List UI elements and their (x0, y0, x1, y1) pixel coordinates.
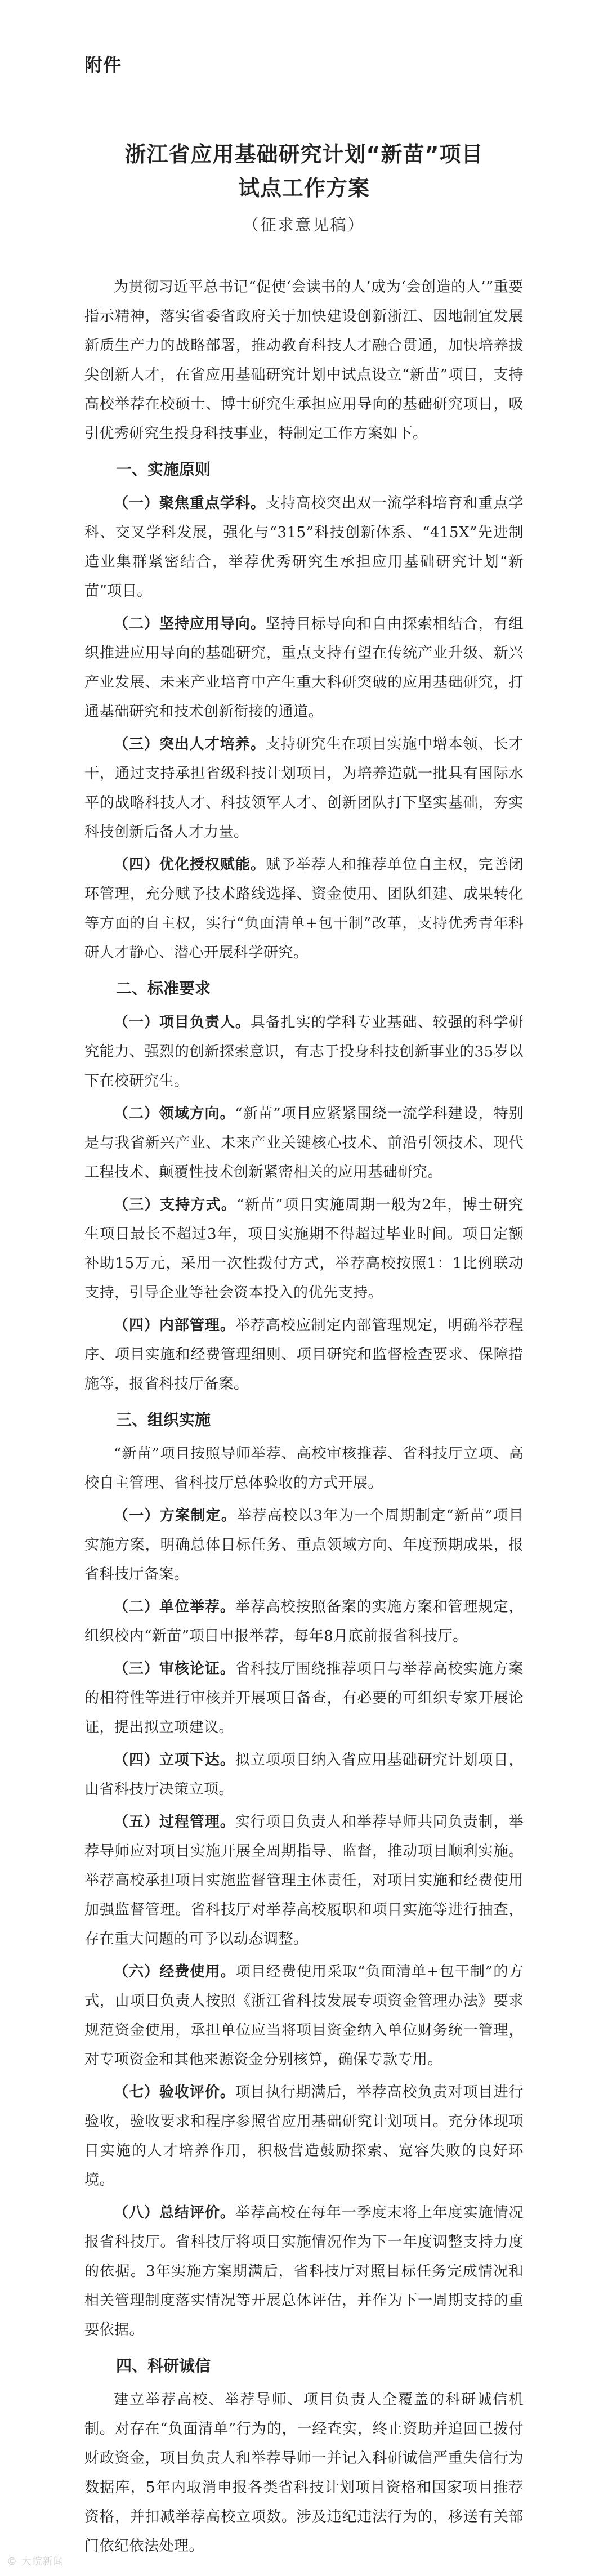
clause-paragraph (84, 1501, 524, 1589)
section-lead-paragraph: “新苗”项目按照导师举荐、高校审核推荐、省科技厅立项、高校自主管理、省科技厅总体验收的方式开展。 (84, 1445, 524, 1492)
section-heading: 四、科研诚信 (116, 2356, 211, 2375)
watermark: © 大皖新闻 (7, 2556, 64, 2568)
clause-paragraph (84, 2198, 524, 2345)
clause-heading: （三）审核论证。 (114, 1660, 235, 1677)
clause-text: 拟立项项目纳入省应用基础研究计划项目，由省科技厅决策立项。 (84, 1752, 524, 1798)
section-heading: 二、标准要求 (116, 979, 211, 998)
clause-heading: （三）支持方式。 (114, 1197, 237, 1213)
clause-paragraph (84, 1190, 524, 1307)
clause-text: 赋予举荐人和推荐单位自主权，完善闭环管理，充分赋予技术路线选择、资金使用、团队组建、成果转化等方面的自主权，实行“负面清单+包干制”改革，支持优秀青年科研人才静心、潜心开展科学研究。 (84, 856, 524, 961)
section-lead-paragraph: 建立举荐高校、举荐导师、项目负责人全覆盖的科研诚信机制。对存在“负面清单”行为的，一经查实，终止资助并追回已拨付财政资金，项目负责人和举荐导师一并记入科研诚信严重失信行为数据库，5年内取消申报各类省科技计划项目资格和国家项目推荐资格，并扣减举荐高校立项数。涉及违纪违法行为的，移送有关部门依纪依法处理。 (84, 2391, 524, 2555)
clause-paragraph (84, 1957, 524, 2074)
intro-paragraph: 为贯彻习近平总书记“促使‘会读书的人’成为‘会创造的人’”重要指示精神，落实省委省政府关于加快建设创新浙江、因地制宜发展新质生产力的战略部署，推动教育科技人才融合贯通，加快培养拔尖创新人才，在省应用基础研究计划中试点设立“新苗”项目，支持高校举荐在校硕士、博士研究生承担应用导向的基础研究项目，吸引优秀研究生投身科技事业，特制定工作方案如下。 (84, 279, 524, 442)
clause-heading: （四）内部管理。 (114, 1317, 235, 1334)
section-heading: 三、组织实施 (116, 1410, 211, 1429)
document-body (84, 454, 524, 2561)
clause-text: 举荐高校按照备案的实施方案和管理规定，组织校内“新苗”项目申报举荐，每年8月底前报省科技厅。 (84, 1599, 524, 1645)
clause-text: “新苗”项目实施周期一般为2年，博士研究生项目最长不超过3年，项目实施期不得超过毕业时间。项目定额补助15万元，采用一次性拨付方式，举荐高校按照1：1比例联动支持，引导企业等社会资本投入的优先支持。 (84, 1197, 524, 1301)
clause-heading: （六）经费使用。 (114, 1963, 236, 1980)
clause-heading: （四）立项下达。 (114, 1752, 235, 1769)
clause-paragraph (84, 1099, 524, 1187)
clause-text: 具备扎实的学科专业基础、较强的科学研究能力、强烈的创新探索意识，有志于投身科技创新事业的35岁以下在校研究生。 (84, 1014, 524, 1090)
clause-paragraph (84, 850, 524, 967)
clause-paragraph (84, 1807, 524, 1954)
document-title-line-2: 试点工作方案 (238, 176, 370, 200)
clause-text: 支持研究生在项目实施中增本领、长才干，通过支持承担省级科技计划项目，为培养造就一批具有国际水平的战略科技人才、科技领军人才、创新团队打下坚实基础，夯实科技创新后备人才力量。 (84, 736, 524, 841)
clause-text: 坚持目标导向和自由探索相结合，有组织推进应用导向的基础研究，重点支持有望在传统产业升级、新兴产业发展、未来产业培育中产生重大科研突破的应用基础研究，打通基础研究和技术创新衔接的通道。 (84, 615, 524, 720)
clause-heading: （一）聚焦重点学科。 (114, 495, 266, 512)
clause-text: 举荐高校以3年为一个周期制定“新苗”项目实施方案，明确总体目标任务、重点领域方向、年度预期成果，报省科技厅备案。 (84, 1507, 524, 1583)
clause-paragraph (84, 609, 524, 726)
section-heading: 一、实施原则 (116, 460, 211, 479)
clause-heading: （四）优化授权赋能。 (114, 856, 266, 873)
clause-heading: （一）项目负责人。 (114, 1014, 251, 1031)
clause-text: 项目执行期满后，举荐高校负责对项目进行验收，验收要求和程序参照省应用基础研究计划项目。充分体现项目实施的人才培养作用，积极营造鼓励探索、宽容失败的良好环境。 (84, 2084, 524, 2189)
clause-text: 举荐高校应制定内部管理规定，明确举荐程序、项目实施和经费管理细则、项目研究和监督检查要求、保障措施等，报省科技厅备案。 (84, 1317, 524, 1392)
document-title-line-1: 浙江省应用基础研究计划“新苗”项目 (124, 142, 484, 167)
clause-text: “新苗”项目应紧紧围绕一流学科建设，特别是与我省新兴产业、未来产业关键核心技术、前沿引领技术、现代工程技术、颠覆性技术创新紧密相关的应用基础研究。 (84, 1105, 524, 1181)
clause-text: 省科技厅围绕推荐项目与举荐高校实施方案的相符性等进行审核并开展项目备查，有必要的可组织专家开展论证，提出拟立项建议。 (84, 1660, 524, 1736)
clause-text: 支持高校突出双一流学科培育和重点学科、交叉学科发展，强化与“315”科技创新体系、“415X”先进制造业集群紧密结合，举荐优秀研究生承担应用基础研究计划“新苗”项目。 (84, 495, 524, 600)
clause-heading: （五）过程管理。 (114, 1814, 235, 1831)
clause-heading: （二）领域方向。 (114, 1105, 235, 1122)
clause-heading: （二）坚持应用导向。 (114, 615, 266, 632)
clause-heading: （二）单位举荐。 (114, 1599, 235, 1615)
clause-paragraph (84, 1745, 524, 1804)
attachment-label: 附件 (84, 54, 122, 75)
clause-paragraph (84, 730, 524, 847)
clause-paragraph (84, 489, 524, 606)
clause-heading: （一）方案制定。 (114, 1507, 237, 1524)
clause-text: 实行项目负责人和举荐导师共同负责制，举荐导师应对项目实施开展全周期指导、监督，推动项目顺利实施。举荐高校承担项目实施监督管理主体责任，对项目实施和经费使用加强监督管理。省科技厅对举荐高校履职和项目实施等进行抽查，存在重大问题的可予以动态调整。 (84, 1814, 524, 1948)
clause-text: 项目经费使用采取“负面清单+包干制”的方式，由项目负责人按照《浙江省科技发展专项资金管理办法》要求规范资金使用，承担单位应当将项目资金纳入单位财务统一管理，对专项资金和其他来源资金分别核算，确保专款专用。 (84, 1963, 524, 2068)
clause-paragraph (84, 1311, 524, 1399)
clause-paragraph (84, 1592, 524, 1651)
clause-paragraph (84, 2078, 524, 2195)
clause-heading: （七）验收评价。 (114, 2084, 235, 2101)
clause-heading: （三）突出人才培养。 (114, 736, 266, 753)
clause-heading: （八）总结评价。 (114, 2204, 235, 2221)
document-subtitle: （征求意见稿） (243, 216, 365, 234)
clause-text: 举荐高校在每年一季度末将上年度实施情况报省科技厅。省科技厅将项目实施情况作为下一年度调整支持力度的依据。3年实施方案期满后，省科技厅对照目标任务完成情况和相关管理制度落实情况等开展总体评估，并作为下一周期支持的重要依据。 (84, 2204, 524, 2338)
clause-paragraph (84, 1008, 524, 1096)
clause-paragraph (84, 1654, 524, 1742)
